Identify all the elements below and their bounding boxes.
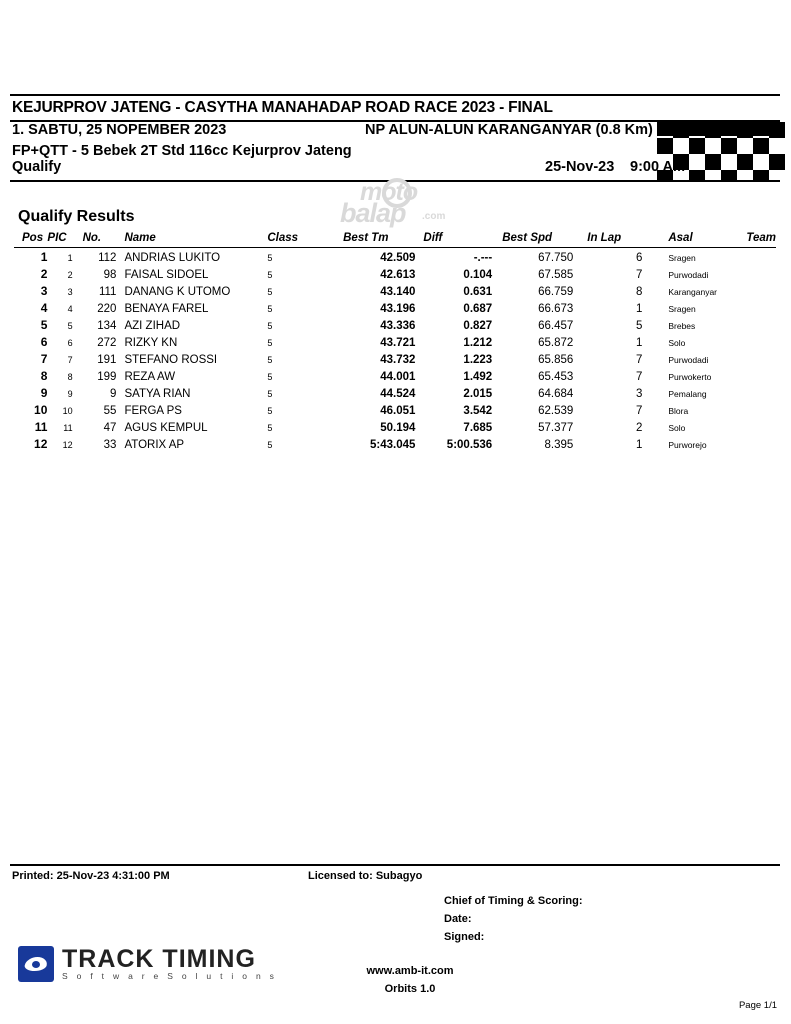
cell-best-spd: 62.539 — [538, 404, 574, 417]
cell-diff: 5:00.536 — [446, 438, 493, 451]
cell-no: 47 — [103, 421, 117, 434]
cell-class: 5 — [267, 405, 273, 416]
cell-no: 111 — [98, 285, 117, 298]
logo-text-sub: S o f t w a r e S o l u t i o n s — [62, 971, 278, 981]
watermark-line-3: .com — [422, 211, 446, 222]
cell-name: ANDRIAS LUKITO — [124, 251, 221, 264]
footer-signed-label: Signed: — [444, 931, 485, 943]
cell-no: 191 — [97, 353, 117, 366]
table-row — [14, 333, 776, 350]
cell-asal: Purworejo — [668, 439, 707, 450]
watermark-line-1: moto — [360, 178, 418, 206]
cell-class: 5 — [267, 286, 273, 297]
track-timing-logo — [18, 946, 277, 982]
cell-asal: Purwokerto — [668, 371, 712, 382]
cell-name: FERGA PS — [124, 404, 182, 417]
cell-in-lap: 7 — [635, 353, 643, 366]
cell-team — [746, 435, 776, 452]
cell-pic: 8 — [67, 371, 73, 382]
cell-best-spd: 65.872 — [538, 336, 574, 349]
cell-best-tm: 46.051 — [380, 404, 416, 417]
cell-best-tm: 43.140 — [380, 285, 416, 298]
footer-signature-block — [444, 892, 583, 946]
cell-best-spd: 8.395 — [544, 438, 574, 451]
cell-pos: 6 — [40, 334, 48, 349]
cell-best-tm: 43.336 — [380, 319, 416, 332]
cell-class: 5 — [267, 320, 273, 331]
cell-best-spd: 65.453 — [538, 370, 574, 383]
cell-best-tm: 50.194 — [380, 421, 416, 434]
table-header-row — [14, 232, 776, 248]
cell-pos: 7 — [40, 351, 48, 366]
watermark-line-2: balap — [340, 198, 406, 228]
watermark-ring-icon — [382, 178, 412, 208]
footer-product: Orbits 1.0 — [384, 983, 436, 995]
col-header-pos: Pos — [14, 232, 47, 248]
cell-team — [746, 248, 776, 266]
cell-best-spd: 64.684 — [538, 387, 574, 400]
cell-pic: 2 — [67, 269, 73, 280]
cell-no: 134 — [97, 319, 117, 332]
table-header — [14, 232, 776, 248]
session-date: 25-Nov-23 — [545, 159, 615, 175]
cell-team — [746, 265, 776, 282]
cell-best-tm: 43.721 — [380, 336, 416, 349]
footer-licensed: Licensed to: Subagyo — [308, 870, 423, 882]
motobalap-watermark — [336, 178, 466, 234]
cell-name: AZI ZIHAD — [124, 319, 181, 332]
table-row — [14, 265, 776, 282]
cell-diff: 3.542 — [463, 404, 493, 417]
event-title: KEJURPROV JATENG - CASYTHA MANAHADAP ROAD RACE 2023 - FINAL — [12, 99, 553, 116]
cell-class: 5 — [267, 354, 273, 365]
cell-best-tm: 44.524 — [380, 387, 416, 400]
cell-class: 5 — [267, 303, 273, 314]
track-timing-logo-icon — [18, 946, 54, 982]
cell-in-lap: 6 — [635, 251, 643, 264]
event-class-line: FP+QTT - 5 Bebek 2T Std 116cc Kejurprov Jateng — [12, 143, 352, 159]
cell-pos: 4 — [40, 300, 48, 315]
cell-diff: 0.631 — [463, 285, 493, 298]
cell-class: 5 — [267, 422, 273, 433]
cell-name: SATYA RIAN — [124, 387, 191, 400]
qualify-results-table — [14, 232, 776, 452]
cell-best-tm: 42.509 — [380, 251, 416, 264]
cell-best-tm: 42.613 — [380, 268, 416, 281]
table-row — [14, 435, 776, 452]
cell-in-lap: 1 — [635, 438, 643, 451]
cell-in-lap: 8 — [635, 285, 643, 298]
cell-in-lap: 1 — [635, 302, 643, 315]
cell-asal: Purwodadi — [668, 354, 709, 365]
cell-pos: 9 — [40, 385, 48, 400]
cell-in-lap: 7 — [635, 268, 643, 281]
results-section-title: Qualify Results — [18, 208, 135, 225]
table-row — [14, 384, 776, 401]
cell-pic: 7 — [67, 354, 73, 365]
cell-asal: Solo — [668, 422, 686, 433]
cell-no: 220 — [97, 302, 117, 315]
header-bottom-rule — [10, 180, 780, 182]
cell-asal: Pemalang — [668, 388, 707, 399]
cell-name: RIZKY KN — [124, 336, 178, 349]
cell-name: FAISAL SIDOEL — [124, 268, 209, 281]
cell-no: 98 — [103, 268, 117, 281]
header-row-session — [10, 159, 780, 180]
cell-diff: 1.223 — [463, 353, 493, 366]
cell-pos: 5 — [40, 317, 48, 332]
col-header-best-spd: Best Spd — [502, 232, 587, 248]
cell-pic: 9 — [67, 388, 73, 399]
cell-in-lap: 7 — [635, 370, 643, 383]
session-time: 9:00 AM — [630, 159, 686, 175]
cell-best-tm: 43.196 — [380, 302, 416, 315]
cell-diff: 1.212 — [463, 336, 493, 349]
cell-class: 5 — [267, 439, 273, 450]
col-header-in-lap: In Lap — [587, 232, 664, 248]
cell-pic: 4 — [67, 303, 73, 314]
cell-best-tm: 43.732 — [380, 353, 416, 366]
cell-pic: 12 — [62, 439, 73, 450]
cell-best-spd: 66.457 — [538, 319, 574, 332]
cell-in-lap: 5 — [635, 319, 643, 332]
cell-in-lap: 7 — [635, 404, 643, 417]
cell-no: 272 — [97, 336, 117, 349]
footer-chief-label: Chief of Timing & Scoring: — [444, 895, 583, 907]
cell-asal: Brebes — [668, 320, 696, 331]
cell-no: 9 — [110, 387, 117, 400]
table-row — [14, 418, 776, 435]
session-name: Qualify — [12, 159, 62, 175]
cell-pos: 10 — [34, 402, 48, 417]
cell-pos: 3 — [40, 283, 48, 298]
table-row — [14, 367, 776, 384]
cell-no: 112 — [98, 251, 117, 264]
col-header-diff: Diff — [423, 232, 502, 248]
footer-date-label: Date: — [444, 913, 472, 925]
cell-pos: 8 — [40, 368, 48, 383]
table-body — [14, 248, 776, 453]
cell-best-spd: 66.673 — [538, 302, 574, 315]
cell-pos: 2 — [40, 266, 48, 281]
footer-center-block — [310, 962, 510, 998]
cell-best-spd: 67.750 — [538, 251, 574, 264]
footer-website: www.amb-it.com — [366, 965, 454, 977]
footer-printed: Printed: 25-Nov-23 4:31:00 PM — [12, 870, 170, 882]
cell-class: 5 — [267, 269, 273, 280]
col-header-class: Class — [267, 232, 343, 248]
cell-pic: 10 — [62, 405, 73, 416]
col-header-team: Team — [746, 232, 776, 248]
cell-asal: Karanganyar — [668, 286, 718, 297]
col-header-name: Name — [124, 232, 267, 248]
cell-diff: 1.492 — [463, 370, 493, 383]
cell-class: 5 — [267, 252, 273, 263]
cell-name: DANANG K UTOMO — [124, 285, 231, 298]
col-header-best-tm: Best Tm — [343, 232, 423, 248]
cell-best-spd: 67.585 — [538, 268, 574, 281]
cell-diff: 2.015 — [463, 387, 493, 400]
table-row — [14, 316, 776, 333]
col-header-pic: PIC — [47, 232, 78, 248]
cell-pic: 3 — [67, 286, 73, 297]
track-timing-logo-text — [62, 947, 277, 981]
cell-team — [746, 282, 776, 299]
cell-in-lap: 2 — [635, 421, 643, 434]
cell-asal: Blora — [668, 405, 689, 416]
cell-team — [746, 367, 776, 384]
cell-team — [746, 350, 776, 367]
logo-text-main: TRACK TIMING — [62, 945, 256, 973]
cell-pic: 11 — [63, 422, 73, 433]
cell-diff: 0.827 — [463, 319, 493, 332]
cell-best-spd: 57.377 — [538, 421, 574, 434]
cell-team — [746, 384, 776, 401]
cell-no: 199 — [97, 370, 117, 383]
cell-asal: Purwodadi — [668, 269, 709, 280]
cell-in-lap: 1 — [635, 336, 643, 349]
header-row-date-venue — [10, 122, 780, 143]
event-venue: NP ALUN-ALUN KARANGANYAR (0.8 Km) — [365, 122, 653, 138]
table-row — [14, 248, 776, 266]
table-row — [14, 282, 776, 299]
cell-class: 5 — [267, 337, 273, 348]
cell-in-lap: 3 — [635, 387, 643, 400]
cell-best-tm: 44.001 — [380, 370, 416, 383]
cell-diff: 0.104 — [463, 268, 493, 281]
table-row — [14, 350, 776, 367]
cell-asal: Sragen — [668, 303, 696, 314]
cell-pos: 12 — [34, 436, 48, 451]
cell-team — [746, 333, 776, 350]
cell-best-tm: 5:43.045 — [370, 438, 416, 451]
col-header-no: No. — [79, 232, 125, 248]
cell-diff: -.--- — [473, 251, 493, 264]
cell-team — [746, 299, 776, 316]
cell-name: STEFANO ROSSI — [124, 353, 218, 366]
cell-team — [746, 316, 776, 333]
cell-best-spd: 66.759 — [538, 285, 574, 298]
cell-team — [746, 401, 776, 418]
cell-pic: 5 — [67, 320, 73, 331]
cell-name: BENAYA FAREL — [124, 302, 209, 315]
cell-pos: 1 — [40, 249, 48, 264]
cell-class: 5 — [267, 388, 273, 399]
cell-pos: 11 — [34, 419, 48, 434]
event-day-date: 1. SABTU, 25 NOPEMBER 2023 — [12, 122, 227, 138]
cell-team — [746, 418, 776, 435]
cell-no: 33 — [103, 438, 117, 451]
table-row — [14, 299, 776, 316]
footer-rule — [10, 864, 780, 866]
cell-diff: 0.687 — [463, 302, 493, 315]
cell-pic: 6 — [67, 337, 73, 348]
cell-class: 5 — [267, 371, 273, 382]
cell-name: REZA AW — [124, 370, 176, 383]
page-number: Page 1/1 — [738, 1000, 777, 1011]
cell-asal: Sragen — [668, 252, 696, 263]
cell-asal: Solo — [668, 337, 686, 348]
cell-diff: 7.685 — [463, 421, 493, 434]
cell-name: AGUS KEMPUL — [124, 421, 208, 434]
cell-name: ATORIX AP — [124, 438, 185, 451]
col-header-asal: Asal — [664, 232, 746, 248]
table-row — [14, 401, 776, 418]
cell-pic: 1 — [67, 252, 73, 263]
document-header — [10, 94, 780, 182]
cell-no: 55 — [103, 404, 117, 417]
cell-best-spd: 65.856 — [538, 353, 574, 366]
